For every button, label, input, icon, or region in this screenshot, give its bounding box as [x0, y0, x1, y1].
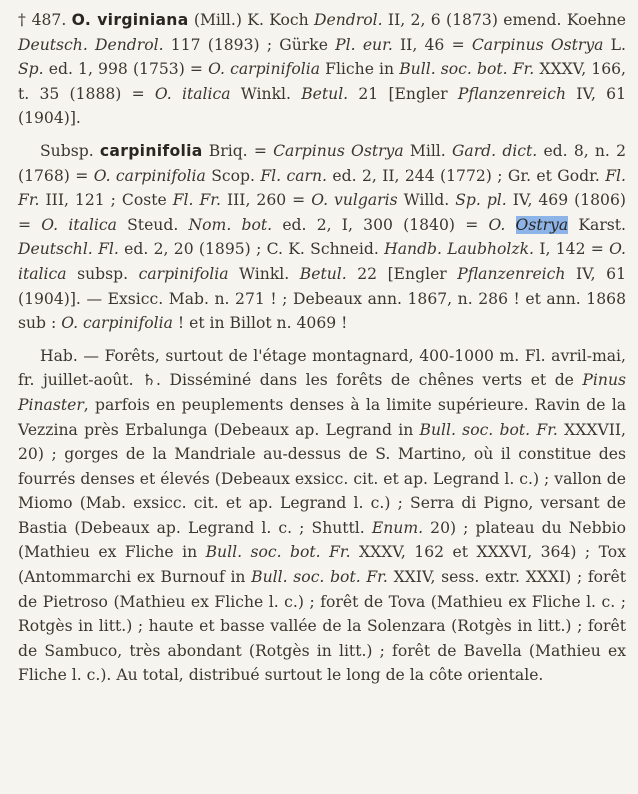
- text-run: , parfois en peuplements denses à la limite supérieure. Ravin de la Vezzina près Erbalunga (Debeaux ap. Legrand in: [18, 395, 626, 439]
- italic-reference: Bull. soc. bot. Fr.: [399, 60, 535, 79]
- dagger-mark: †: [18, 11, 27, 29]
- italic-reference: O. italica: [41, 215, 117, 234]
- italic-reference: Fl. carn.: [260, 166, 327, 185]
- text-run: Willd.: [397, 191, 456, 210]
- italic-reference: O.: [488, 215, 506, 234]
- italic-reference: O. vulgaris: [311, 191, 398, 210]
- text-run: ! et in Billot n. 4069 !: [172, 314, 348, 333]
- italic-reference: Pflanzenreich: [457, 84, 567, 103]
- italic-reference: Fl. Fr.: [172, 191, 221, 210]
- italic-reference: Gard. dict.: [451, 141, 538, 160]
- text-run: II, 46 =: [392, 35, 472, 54]
- italic-reference: Betul.: [301, 84, 349, 103]
- italic-reference: O. italica: [154, 84, 231, 103]
- italic-reference: Sp. pl.: [455, 191, 507, 210]
- entry-number: 487.: [31, 11, 67, 29]
- text-run: [505, 216, 515, 234]
- subspecies-prefix: Subsp.: [40, 141, 94, 160]
- text-run: ed. 1, 998 (1753) =: [43, 60, 209, 79]
- text-run: Winkl.: [230, 84, 302, 103]
- italic-reference: Enum.: [371, 518, 424, 537]
- text-run: Fliche in: [320, 60, 400, 79]
- text-run: Briq. =: [202, 141, 274, 160]
- text-run: L.: [603, 35, 626, 54]
- highlighted-term: Ostrya: [515, 215, 569, 234]
- text-run: ed. 2, 20 (1895) ; C. K. Schneid.: [118, 240, 385, 259]
- text-run: I, 142 =: [534, 240, 610, 259]
- text-run: Mill.: [403, 141, 452, 160]
- text-run: III, 260 =: [221, 191, 312, 210]
- text-run: Winkl.: [228, 264, 300, 283]
- italic-reference: O. carpinifolia: [93, 166, 206, 185]
- italic-reference: Carpinus Ostrya: [471, 35, 604, 54]
- italic-reference: Bull. soc. bot. Fr.: [251, 568, 388, 587]
- text-run: IV, 61 (1904)]. — Exsicc. Mab. n. 271 ! ; Debeaux ann. 1867, n. 286 ! et ann. 1868 sub :: [18, 264, 626, 333]
- italic-reference: Sp.: [18, 60, 44, 79]
- italic-reference: carpinifolia: [138, 264, 229, 283]
- italic-reference: Dendrol.: [314, 11, 383, 29]
- habitat-text: [18, 347, 626, 685]
- text-run: XXXVII, 20) ; gorges de la Mandriale au-dessus de S. Martino, où il constitue des fourrés denses et élevés (Debeaux exsicc. cit. et ap. Legrand l. c.) ; vallon de Miomo (Mab. exsicc. cit. et ap. Legrand l. c.) ; Serra di Pigno, versant de Bastia (Debeaux ap. Legrand l. c. ; Shuttl.: [18, 420, 626, 537]
- text-run: (Mill.) K. Koch: [188, 11, 315, 29]
- italic-reference: Bull. soc. bot. Fr.: [419, 420, 558, 439]
- italic-reference: Bull. soc. bot. Fr.: [205, 543, 351, 562]
- text-run: Steud.: [116, 215, 189, 234]
- text-run: IV, 61 (1904)].: [18, 84, 627, 128]
- text-run: ed. 8, n. 2 (1768) =: [18, 141, 627, 185]
- species-name: O. virginiana: [71, 11, 189, 29]
- habitat-paragraph: [18, 344, 626, 688]
- text-run: XXXV, 162 et XXXVI, 364) ; Tox (Antommarchi ex Burnouf in: [18, 543, 626, 587]
- italic-reference: Pflanzenreich: [457, 264, 566, 283]
- text-run: Scop.: [205, 166, 261, 185]
- text-run: 21 [Engler: [348, 84, 458, 103]
- italic-reference: O. carpinifolia: [61, 314, 173, 333]
- text-run: Karst.: [568, 215, 627, 234]
- italic-reference: Fl. Fr.: [18, 166, 626, 210]
- italic-reference: Deutschl. Fl.: [18, 240, 119, 259]
- text-run: 20) ; plateau du Nebbio (Mathieu ex Fliche in: [18, 518, 626, 562]
- text-run: XXXV, 166, t. 35 (1888) =: [18, 60, 627, 103]
- subspecies-synonymy: [18, 142, 626, 332]
- italic-reference: Betul.: [299, 264, 347, 283]
- italic-reference: Pinus Pinaster: [18, 371, 626, 414]
- italic-reference: O. carpinifolia: [208, 60, 320, 79]
- text-run: 117 (1893) ; Gürke: [163, 35, 336, 54]
- italic-reference: Carpinus Ostrya: [273, 141, 404, 160]
- text-run: ed. 2, II, 244 (1772) ; Gr. et Godr.: [327, 166, 606, 185]
- text-run: subsp.: [66, 264, 139, 283]
- text-run: IV, 469 (1806) =: [18, 191, 626, 234]
- italic-reference: Nom. bot.: [188, 215, 273, 234]
- italic-reference: Handb. Laubholzk.: [384, 240, 535, 259]
- text-run: 22 [Engler: [346, 264, 458, 283]
- subspecies-entry: [18, 139, 626, 336]
- italic-reference: Deutsch. Dendrol.: [18, 35, 164, 54]
- text-run: Hab. — Forêts, surtout de l'étage montagnard, 400-1000 m. Fl. avril-mai, fr. juillet-août. ♄. Disséminé dans les forêts de chênes verts et de: [18, 346, 626, 390]
- text-run: II, 2, 6 (1873) emend. Koehne: [382, 11, 627, 29]
- text-run: ed. 2, I, 300 (1840) =: [272, 215, 489, 234]
- italic-reference: Pl. eur.: [335, 35, 393, 54]
- text-run: XXIV, sess. extr. XXXI) ; forêt de Pietroso (Mathieu ex Fliche l. c.) ; forêt de Tova (Mathieu ex Fliche l. c. ; Rotgès in litt.) ; haute et basse vallée de la Solenzara (Rotgès in litt.) ; forêt de Sambuco, très abondant (Rotgès in litt.) ; forêt de Bavella (Mathieu ex Fliche l. c.). Au total, distribué surtout le long de la côte orientale.: [18, 568, 627, 685]
- italic-reference: O. italica: [18, 240, 626, 283]
- subspecies-name: carpinifolia: [99, 141, 203, 160]
- species-entry: [18, 8, 626, 131]
- text-run: III, 121 ; Coste: [39, 191, 173, 210]
